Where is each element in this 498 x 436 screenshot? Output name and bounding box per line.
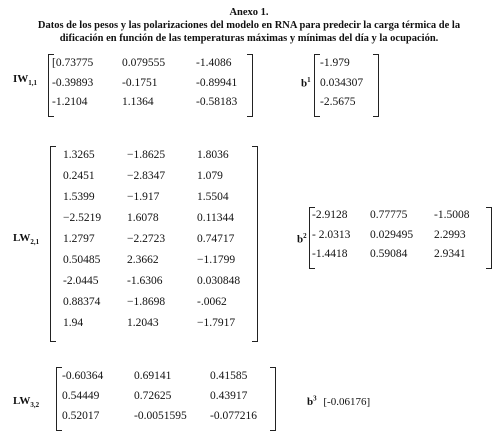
lw21-rows [51,146,257,338]
b1-cell: 0.034307 [320,76,364,89]
lw21-row [63,317,257,338]
iw-cell: -1.2104 [52,96,88,108]
lw21-cell: −1.8698 [127,296,166,308]
lw21-cell: −1.917 [127,191,160,203]
b1-label-sup: 1 [307,76,311,84]
b2-row [312,209,491,229]
lw21-cell: 0.50485 [63,254,101,266]
lw21-cell: −2.5219 [63,212,102,224]
lw32-cell: -0.60364 [62,370,104,382]
lw21-cell: 2.3662 [127,254,159,266]
lw21-row [63,296,257,317]
iw-rows [49,54,252,116]
b1-label [301,76,311,90]
lw21-cell: -.0062 [197,296,227,308]
iw-row [52,77,252,97]
b2-cell: - 2.0313 [312,228,351,241]
b2-cell: 0.77775 [370,209,408,221]
lw21-cell: 1.079 [197,170,223,182]
lw32-cell: -0.077216 [210,410,257,422]
lw21-cell: −2.2723 [127,233,166,245]
b1-vector [314,54,379,117]
lw32-cell: 0.54449 [62,390,100,402]
iw-cell: 0.079555 [122,57,166,69]
b2-cell: -1.5008 [434,209,470,221]
lw21-cell: 0.88374 [63,296,101,308]
b3-label-sup: 3 [313,394,317,402]
lw32-cell: 0.69141 [134,370,172,382]
lw21-row [63,275,257,296]
b2-cell: 2.2993 [434,228,466,241]
iw-cell: -0.1751 [122,76,158,89]
lw21-row [63,191,257,212]
b3-label [307,396,317,408]
lw21-cell: 1.94 [63,317,84,329]
b2-row [312,229,491,249]
b2-cell: -2.9128 [312,209,348,221]
b2-label-main: b [297,233,304,246]
iw-row [52,57,252,77]
b1-cell: -1.979 [320,57,350,69]
b1-rows [315,54,378,116]
lw21-cell: 0.11344 [197,212,234,224]
b3-value: [-0.06176] [323,395,371,408]
lw32-row [62,370,275,390]
b1-row [320,57,378,77]
iw-cell: [0.73775 [52,57,94,69]
lw32-cell: 0.43917 [210,390,248,402]
lw21-cell: -1.6306 [127,275,163,287]
lw21-cell: −1.1799 [197,254,236,266]
lw21-row [63,212,257,233]
annex-title: Anexo 1. [229,7,269,18]
iw-row [52,96,252,116]
iw-label-main: IW [13,73,29,85]
lw32-cell: 0.52017 [62,410,100,422]
lw21-matrix [50,146,258,342]
lw21-label-sub: 2,1 [30,238,40,247]
lw32-cell: 0.41585 [210,370,248,382]
b2-cell: 0.59084 [370,248,408,260]
lw21-row [63,170,257,191]
lw32-label-sub: 3,2 [30,401,40,410]
lw21-cell: 1.2797 [63,233,95,245]
lw21-cell: 1.6078 [127,212,159,224]
lw32-row [62,410,275,430]
iw-cell: 1.1364 [122,96,154,108]
lw21-row [63,254,257,275]
lw32-label [13,395,39,409]
lw21-cell: 1.8036 [197,149,229,161]
iw-cell: -0.39893 [52,76,94,89]
lw32-row [62,390,275,410]
lw32-matrix [56,367,276,431]
lw32-label-main: LW [13,395,31,407]
b3-entry [307,394,370,408]
lw21-row [63,149,257,170]
iw-cell: -0.58183 [196,96,238,108]
lw32-rows [57,367,275,430]
lw32-cell: -0.0051595 [134,410,187,422]
lw21-cell: 0.030848 [197,275,241,287]
b2-label [297,232,307,246]
b2-cell: 0.029495 [370,228,414,241]
b1-row [320,77,378,97]
b2-matrix [309,207,492,269]
b2-row [312,248,491,268]
lw21-label [13,232,39,246]
iw-cell: -0.89941 [196,76,238,89]
b2-rows [310,207,491,268]
lw21-cell: -2.0445 [63,275,99,287]
caption-line-1: Datos de los pesos y las polarizaciones del modelo en RNA para predecir la carga térmica de la [37,20,461,31]
iw-cell: -1.4086 [196,57,232,69]
iw-label [13,73,37,87]
b1-label-main: b [301,77,308,90]
b2-cell: -1.4418 [312,248,348,260]
b3-label-main: b [307,395,314,408]
iw-label-sub: 1,1 [28,79,38,88]
b1-cell: -2.5675 [320,96,356,108]
b1-row [320,96,378,116]
lw32-cell: 0.72625 [134,390,172,402]
b2-label-sup: 2 [303,232,307,240]
lw21-cell: −1.8625 [127,149,166,161]
lw21-cell: −2.8347 [127,170,166,182]
lw21-cell: 0.2451 [63,170,95,182]
lw21-label-main: LW [13,232,31,244]
lw21-cell: −1.7917 [197,317,236,329]
lw21-row [63,233,257,254]
lw21-cell: 0.74717 [197,233,235,245]
lw21-cell: 1.5399 [63,191,95,203]
b2-cell: 2.9341 [434,248,466,260]
iw-matrix [48,54,253,117]
lw21-cell: 1.3265 [63,149,95,161]
lw21-cell: 1.5504 [197,191,229,203]
caption-line-2: dificación en función de las temperaturas máximas y mínimas del día y la ocupación. [59,33,439,44]
lw21-cell: 1.2043 [127,317,159,329]
